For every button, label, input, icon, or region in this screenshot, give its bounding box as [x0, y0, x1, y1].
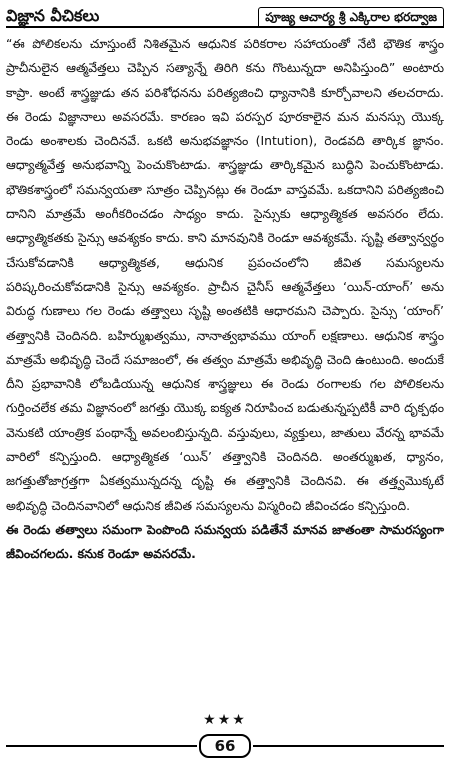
page-body — [6, 32, 444, 567]
book-title: విజ్ఞాన వీచికలు — [6, 6, 100, 25]
closing-paragraph: ఈ రెండు తత్వాలు సమంగా పెంపొంది సమన్వయ పడితేనే మానవ జాతంతా సామరస్యంగా జీవించగలదు. కనుక రెండూ అవసరమే. — [6, 521, 444, 562]
footer-rule-left — [6, 745, 197, 747]
page-footer — [6, 735, 444, 757]
section-separator: ★★★ — [203, 712, 247, 728]
page-number: 66 — [199, 734, 251, 758]
page-header — [6, 4, 444, 28]
body-paragraph: “ఈ పోలికలను చూస్తుంటే నిశితమైన ఆధునిక పరికరాల సహాయంతో నేటి భౌతిక శాస్త్రం ప్రాచీనులైన ఆత్మవేత్తలు చెప్పిన సత్యాన్నే తిరిగి కను గొంటున్నదా అనిపిస్తుంది” అంటారు కాప్రా. అంటే శాస్త్రజ్ఞుడు తన పరిశోధనను పరిత్యజించి ధ్యానానికి కూర్చోవాలని తలచరాదు. ఈ రెండు విజ్ఞానాలు అవసరమే. కారణం ఇవి పరస్పర పూరకాలైన మన మనస్సు యొక్క రెండు అంశాలకు చెందినవే. ఒకటి అనుభవజ్ఞానం (Intution), రెండవది తార్కిక జ్ఞానం. ఆధ్యాత్మవేత్త అనుభవాన్ని పెంచుకొంటాడు. శాస్త్రజ్ఞుడు తార్కికమైన బుద్ధిని పెంచుకొంటాడు. భౌతికశాస్త్రంలో సమన్వయతా సూత్రం చెప్పినట్లు ఈ రెండూ వాస్తవమే. ఒకదానిని పరిత్యజించి దానిని మాత్రమే అంగీకరించడం సాధ్యం కాదు. సైన్సుకు ఆధ్యాత్మికత అవసరం లేదు. ఆధ్యాత్మికతకు సైన్సు ఆవశ్యకం కాదు. కాని మానవునికి రెండూ ఆవశ్యకమే. సృష్టి తత్వాన్వర్థం చేసుకోవడానికి ఆధ్యాత్మికత, ఆధునిక ప్రపంచంలోని జీవిత సమస్యలను పరిష్కరించుకోవడానికి సైన్సు ఆవశ్యకం. ప్రాచీన చైనీస్ ఆత్మవేత్తలు ‘యిన్-యాంగ్’ అను విరుద్ధ గుణాలు గల రెండు తత్త్వాలు సృష్టి అంతటికి ఆధారమని చెప్పారు. సైన్సు ‘యాంగ్’ తత్త్వానికి చెందినది. బహిర్ముఖత్వము, నానాత్వభావము యాంగ్ లక్షణాలు. ఆధునిక శాస్త్రం మాత్రమే అభివృద్ధి చెందే సమాజంలో, ఈ తత్వం మాత్రమే అభివృద్ధి చెంది ఉంటుంది. అందుకే దీని ప్రభావానికి లోబడియున్న ఆధునిక శాస్త్రజ్ఞులు ఈ రెండు రంగాలకు గల పోలికలను గుర్తించలేక తమ విజ్ఞానంలో జగత్తు యొక్క ఐక్యత నిరూపించ బడుతున్నప్పటికీ వారి దృక్పథం వెనుకటి యాంత్రిక పంథాన్నే అవలంబిస్తున్నది. వస్తువులు, వ్యక్తులు, జాతులు వేరన్న భావమే వారిలో కన్పిస్తుంది. ఆధ్యాత్మికత ‘యిన్’ తత్త్వానికి చెందినది. అంతర్ముఖత, ధ్యానం, జగత్తుతోజాగ్రత్తగా ఏకత్వమున్నదన్న దృష్టి ఈ తత్త్వానికి చెందినవి. ఈ తత్త్వమొక్కటే అభివృద్ధి చెందినవానిలో ఆధునిక జీవిత సమస్యలను విస్మరించి జీవించడం కన్పిస్తుంది. — [6, 36, 444, 513]
footer-rule-right — [253, 745, 444, 747]
author-label: పూజ్య ఆచార్య శ్రీ ఎక్కిరాల భరద్వాజ — [258, 7, 444, 26]
